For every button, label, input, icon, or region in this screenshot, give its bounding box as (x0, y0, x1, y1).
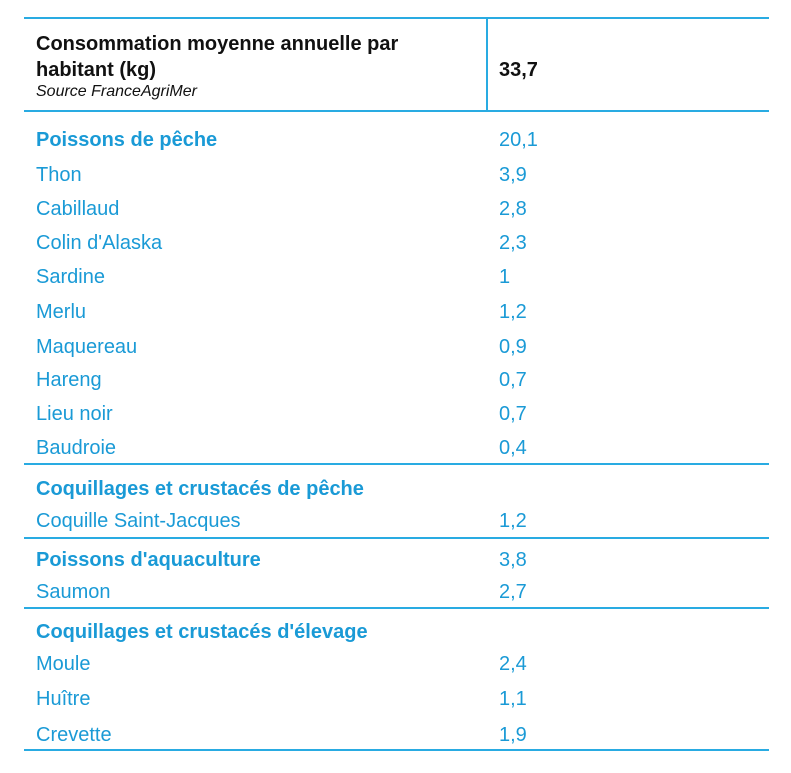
row-value: 0,9 (499, 336, 527, 358)
row-value: 2,3 (499, 232, 527, 254)
total-value: 33,7 (499, 59, 538, 81)
row-value: 2,8 (499, 198, 527, 220)
row-value: 1,1 (499, 688, 527, 710)
row-value: 1,2 (499, 510, 527, 532)
section-title: Poissons d'aquaculture (36, 549, 261, 571)
table-top-border (24, 17, 769, 19)
table-title: Consommation moyenne annuelle par habitant (kg) (36, 33, 399, 81)
table-source: Source FranceAgriMer (36, 83, 197, 100)
row-value: 1,2 (499, 301, 527, 323)
row-label: Crevette (36, 724, 112, 746)
row-value: 2,7 (499, 581, 527, 603)
section-value: 3,8 (499, 549, 527, 571)
section-title: Poissons de pêche (36, 129, 218, 151)
row-label: Colin d'Alaska (36, 232, 163, 254)
section-divider (24, 607, 769, 609)
row-value: 2,4 (499, 653, 527, 675)
row-label: Saumon (36, 581, 111, 603)
row-label: Sardine (36, 266, 105, 288)
section-divider (24, 463, 769, 465)
row-label: Cabillaud (36, 198, 120, 220)
row-value: 0,7 (499, 369, 527, 391)
row-label: Lieu noir (36, 403, 113, 425)
row-value: 0,4 (499, 437, 527, 459)
header-divider (24, 110, 769, 112)
row-label: Huître (36, 688, 91, 710)
row-label: Baudroie (36, 437, 117, 459)
row-label: Thon (36, 164, 82, 186)
row-value: 3,9 (499, 164, 527, 186)
row-label: Coquille Saint-Jacques (36, 510, 241, 532)
row-value: 1 (499, 266, 511, 288)
row-label: Maquereau (36, 336, 138, 358)
column-divider (486, 17, 488, 110)
table-bottom-border (24, 749, 769, 751)
row-value: 0,7 (499, 403, 527, 425)
row-label: Moule (36, 653, 91, 675)
section-value: 20,1 (499, 129, 538, 151)
section-divider (24, 537, 769, 539)
section-title: Coquillages et crustacés d'élevage (36, 621, 368, 643)
row-label: Merlu (36, 301, 87, 323)
row-label: Hareng (36, 369, 102, 391)
row-value: 1,9 (499, 724, 527, 746)
section-title: Coquillages et crustacés de pêche (36, 478, 364, 500)
